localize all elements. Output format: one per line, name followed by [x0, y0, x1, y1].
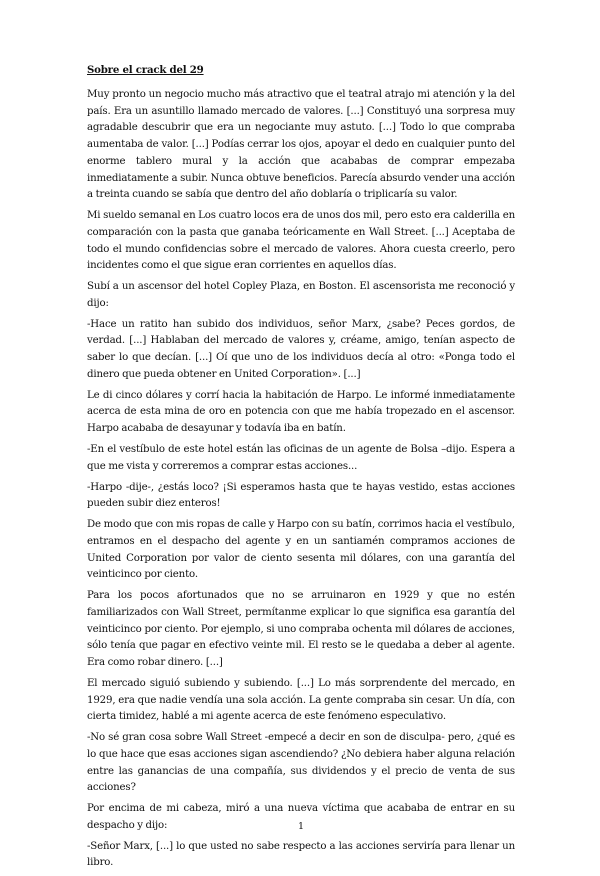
- paragraph-13: -Señor Marx, [...] lo que usted no sabe respecto a las acciones serviría para llenar un libro.: [87, 840, 515, 869]
- paragraph-12: Por encima de mi cabeza, miró a una nueva víctima que acababa de entrar en su despacho y dijo:: [87, 803, 515, 831]
- document-page: [87, 0, 515, 869]
- paragraph-10: El mercado siguió subiendo y subiendo. [...] Lo más sorprendente del mercado, en 1929, era que nadie vendía una sola acción. La gente compraba sin cesar. Un día, con cierta timidez, hablé a mi agente acerca de este fenómeno especulativo.: [87, 677, 515, 723]
- paragraph-11: -No sé gran cosa sobre Wall Street -empecé a decir en son de disculpa- pero, ¿qué es lo que hace que esas acciones sigan ascendiendo? ¿No debiera haber alguna relación entre las ganancias de una compañía, sus dividendos y el precio de venta de sus acciones?: [87, 732, 515, 794]
- page-number: 1: [297, 821, 305, 832]
- paragraph-5: Le di cinco dólares y corrí hacia la habitación de Harpo. Le informé inmediatamente acerca de esta mina de oro en potencia con que me había tropezado en el ascensor. Harpo acababa de desayunar y todavía iba en batín.: [87, 389, 515, 435]
- paragraph-2: Mi sueldo semanal en Los cuatro locos era de unos dos mil, pero esto era calderilla en comparación con la pasta que ganaba teóricamente en Wall Street. [...] Aceptaba de todo el mundo confidencias sobre el mercado de valores. Ahora cuesta creerlo, pero incidentes como el que sigue eran corrientes en aquellos días.: [87, 210, 515, 272]
- document-body: [87, 87, 515, 876]
- paragraph-6: -En el vestíbulo de este hotel están las oficinas de un agente de Bolsa –dijo. Espera a que me vista y correremos a comprar estas acciones...: [87, 444, 515, 472]
- paragraph-7: -Harpo -dije-, ¿estás loco? ¡Si esperamos hasta que te hayas vestido, estas acciones pueden subir diez enteros!: [87, 481, 515, 510]
- paragraph-3: Subí a un ascensor del hotel Copley Plaza, en Boston. El ascensorista me reconoció y dijo:: [87, 281, 515, 309]
- paragraph-8: De modo que con mis ropas de calle y Harpo con su batín, corrimos hacia el vestíbulo, entramos en el despacho del agente y en un santiamén compramos acciones de United Corporation por valor de ciento sesenta mil dólares, con una garantía del veinticinco por ciento.: [87, 519, 515, 581]
- document-title: Sobre el crack del 29: [87, 64, 204, 76]
- paragraph-4: -Hace un ratito han subido dos individuos, señor Marx, ¿sabe? Peces gordos, de verdad. [...] Hablaban del mercado de valores y, créame, amigo, tenían aspecto de saber lo que decían. [...] Oí que uno de los individuos decía al otro: «Ponga todo el dinero que pueda obtener en United Corporation». [...]: [87, 318, 515, 380]
- paragraph-9: Para los pocos afortunados que no se arruinaron en 1929 y que no estén familiarizados con Wall Street, permítanme explicar lo que significa esa garantía del veinticinco por ciento. Por ejemplo, si uno compraba ochenta mil dólares de acciones, sólo tenía que pagar en efectivo veinte mil. El resto se le quedaba a deber al agente. Era como robar dinero. [...]: [87, 590, 515, 668]
- paragraph-1: Muy pronto un negocio mucho más atractivo que el teatral atrajo mi atención y la del país. Era un asuntillo llamado mercado de valores. [...] Constituyó una sorpresa muy agradable descubrir que era un negociante muy astuto. [...] Todo lo que compraba aumentaba de valor. [...] Podías cerrar los ojos, apoyar el dedo en cualquier punto del enorme tablero mural y la acción que acababas de comprar empezaba inmediatamente a subir. Nunca obtuve beneficios. Parecía absurdo vender una acción a treinta cuando se sabía que dentro del año doblaría o triplicaría su valor.: [87, 89, 515, 201]
